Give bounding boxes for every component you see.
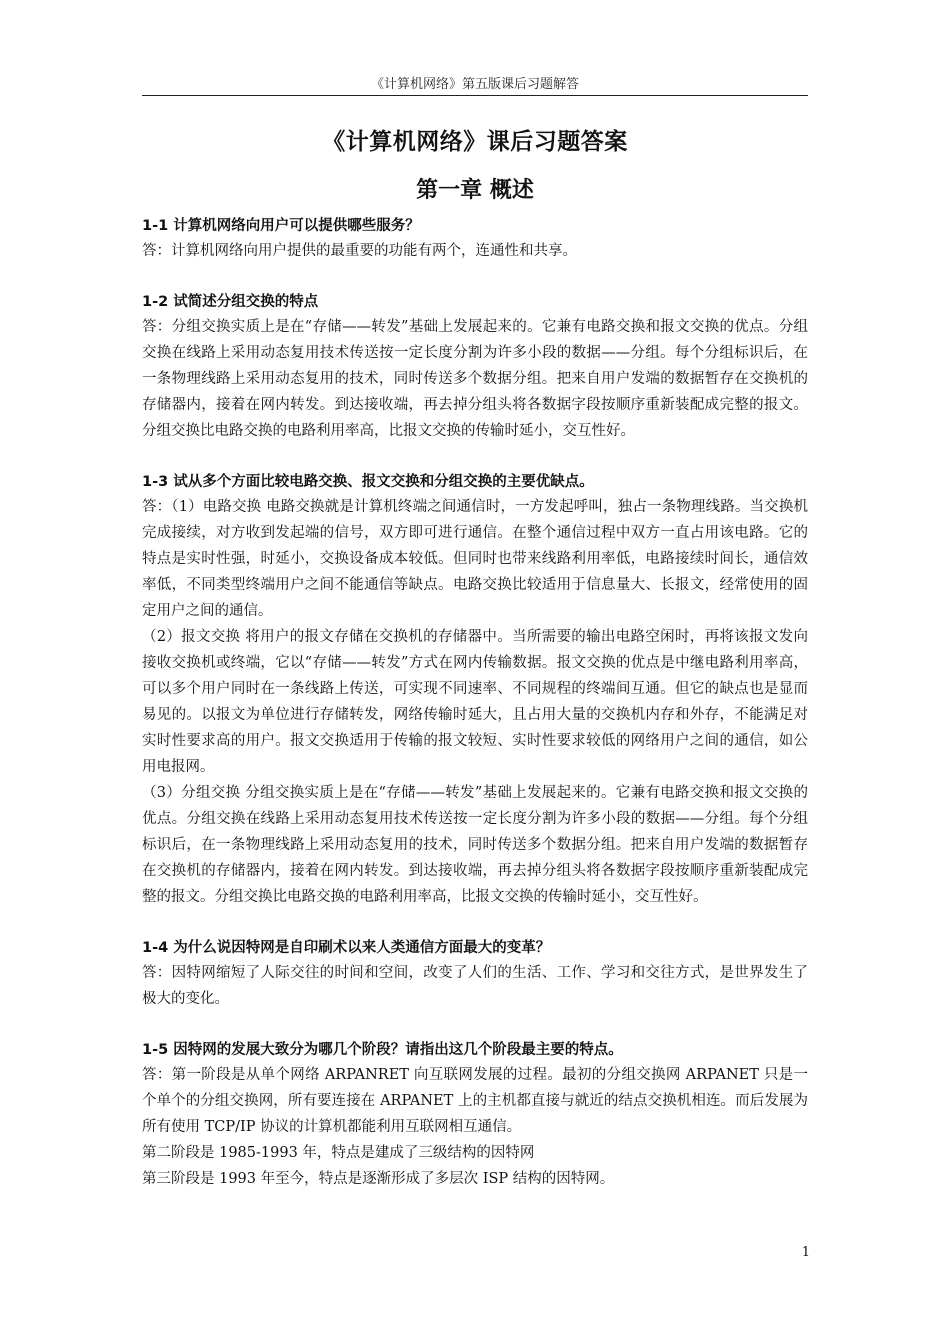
answer-paragraph: 第三阶段是 1993 年至今，特点是逐渐形成了多层次 ISP 结构的因特网。 bbox=[142, 1171, 615, 1187]
document-title: 《计算机网络》课后习题答案 bbox=[322, 128, 628, 155]
answer-paragraph: 第二阶段是 1985-1993 年，特点是建成了三级结构的因特网 bbox=[142, 1145, 535, 1161]
chapter-title: 第一章 概述 bbox=[416, 177, 534, 203]
running-header-title: 《计算机网络》第五版课后习题解答 bbox=[370, 77, 579, 92]
answer-paragraph: 答：因特网缩短了人际交往的时间和空间，改变了人们的生活、工作、学习和交往方式，是世界发生了极大的变化。 bbox=[142, 965, 808, 1007]
question-title: 1-2 试简述分组交换的特点 bbox=[142, 294, 319, 310]
question-title: 1-4 为什么说因特网是自印刷术以来人类通信方面最大的变革？ bbox=[142, 940, 551, 956]
question-1-4 bbox=[142, 936, 808, 1012]
answer-paragraph: （2）报文交换 将用户的报文存储在交换机的存储器中。当所需要的输出电路空闲时，再将该报文发向接收交换机或终端，它以“存储——转发”方式在网内传输数据。报文交换的优点是中继电路利用率高，可以多个用户同时在一条线路上传送，可实现不同速率、不同规程的终端间互通。但它的缺点也是显而易见的。以报文为单位进行存储转发，网络传输时延大，且占用大量的交换机内存和外存，不能满足对实时性要求高的用户。报文交换适用于传输的报文较短、实时性要求较低的网络用户之间的通信，如公用电报网。 bbox=[142, 629, 808, 775]
document-body bbox=[142, 214, 808, 1218]
answer-paragraph: 答：（1）电路交换 电路交换就是计算机终端之间通信时，一方发起呼叫，独占一条物理线路。当交换机完成接续，对方收到发起端的信号，双方即可进行通信。在整个通信过程中双方一直占用该电路。它的特点是实时性强，时延小，交换设备成本较低。但同时也带来线路利用率低，电路接续时间长，通信效率低，不同类型终端用户之间不能通信等缺点。电路交换比较适用于信息量大、长报文，经常使用的固定用户之间的通信。 bbox=[142, 499, 808, 619]
question-title: 1-1 计算机网络向用户可以提供哪些服务？ bbox=[142, 218, 420, 234]
question-title: 1-5 因特网的发展大致分为哪几个阶段？请指出这几个阶段最主要的特点。 bbox=[142, 1042, 623, 1058]
question-1-3 bbox=[142, 470, 808, 910]
question-1-5 bbox=[142, 1038, 808, 1192]
running-header bbox=[142, 76, 808, 96]
answer-paragraph: 答：分组交换实质上是在“存储——转发”基础上发展起来的。它兼有电路交换和报文交换的优点。分组交换在线路上采用动态复用技术传送按一定长度分割为许多小段的数据——分组。每个分组标识后，在一条物理线路上采用动态复用的技术，同时传送多个数据分组。把来自用户发端的数据暂存在交换机的存储器内，接着在网内转发。到达接收端，再去掉分组头将各数据字段按顺序重新装配成完整的报文。分组交换比电路交换的电路利用率高，比报文交换的传输时延小，交互性好。 bbox=[142, 319, 808, 439]
question-title: 1-3 试从多个方面比较电路交换、报文交换和分组交换的主要优缺点。 bbox=[142, 474, 594, 490]
page-number: 1 bbox=[801, 1245, 810, 1260]
answer-paragraph: 答：第一阶段是从单个网络 ARPANRET 向互联网发展的过程。最初的分组交换网 ARPANET 只是一个单个的分组交换网，所有要连接在 ARPANET 上的主机都直接与就近的结点交换机相连。而后发展为所有使用 TCP/IP 协议的计算机都能利用互联网相互通信。 bbox=[142, 1067, 808, 1135]
question-1-1 bbox=[142, 214, 808, 264]
question-1-2 bbox=[142, 290, 808, 444]
answer-paragraph: （3）分组交换 分组交换实质上是在“存储——转发”基础上发展起来的。它兼有电路交换和报文交换的优点。分组交换在线路上采用动态复用技术传送按一定长度分割为许多小段的数据——分组。每个分组标识后，在一条物理线路上采用动态复用的技术，同时传送多个数据分组。把来自用户发端的数据暂存在交换机的存储器内，接着在网内转发。到达接收端，再去掉分组头将各数据字段按顺序重新装配成完整的报文。分组交换比电路交换的电路利用率高，比报文交换的传输时延小，交互性好。 bbox=[142, 785, 808, 905]
answer-paragraph: 答：计算机网络向用户提供的最重要的功能有两个，连通性和共享。 bbox=[142, 243, 577, 259]
